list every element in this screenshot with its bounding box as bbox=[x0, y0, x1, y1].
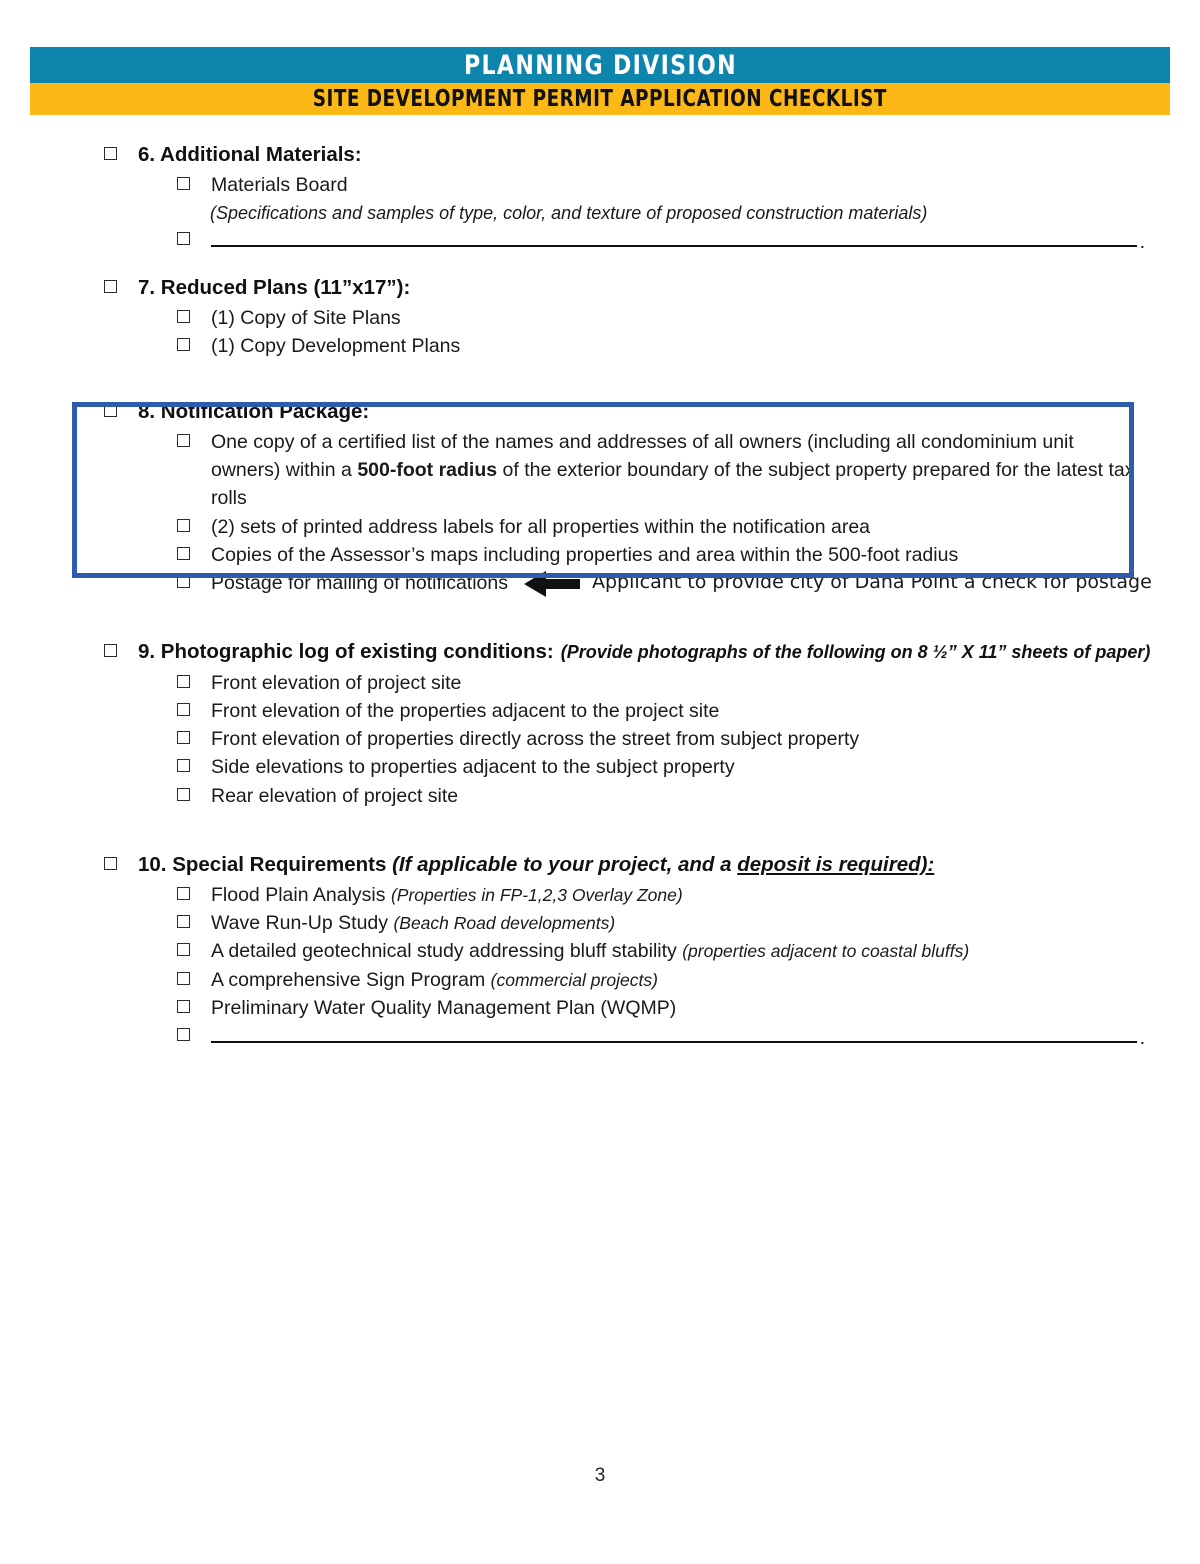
section-8-annotation: Applicant to provide city of Dana Point a check for postage bbox=[592, 571, 1152, 594]
section-10-item-4-main: A comprehensive Sign Program bbox=[211, 968, 491, 991]
fill-in-blank-line[interactable] bbox=[211, 232, 1145, 254]
checkbox-icon[interactable] bbox=[177, 434, 190, 447]
section-9-item-5: Rear elevation of project site bbox=[211, 784, 459, 807]
section-9-photographic-log bbox=[0, 637, 1200, 809]
arrow-left-icon bbox=[520, 567, 584, 601]
section-10-heading bbox=[138, 850, 934, 879]
section-9-heading-main: 9. Photographic log of existing conditions: bbox=[138, 640, 554, 664]
checkbox-icon[interactable] bbox=[177, 759, 190, 772]
spacer bbox=[0, 247, 1200, 273]
checkbox-icon[interactable] bbox=[177, 177, 190, 190]
spacer bbox=[0, 387, 1200, 397]
section-10-item-2-note: (Beach Road developments) bbox=[393, 913, 616, 934]
checkbox-icon[interactable] bbox=[104, 644, 117, 657]
section-7-item-1: (1) Copy of Site Plans bbox=[211, 307, 401, 330]
section-10-heading-underline: deposit is required): bbox=[737, 852, 935, 876]
checkbox-icon[interactable] bbox=[177, 310, 190, 323]
list-item[interactable] bbox=[0, 304, 1200, 332]
list-item[interactable] bbox=[0, 994, 1200, 1022]
section-7-item-2: (1) Copy Development Plans bbox=[211, 335, 461, 358]
section-10-heading-note: (If applicable to your project, and a bbox=[392, 852, 738, 876]
list-item[interactable] bbox=[0, 569, 1200, 597]
section-10-item-3-main: A detailed geotechnical study addressing bluff stability bbox=[211, 940, 683, 963]
section-10-special-requirements bbox=[0, 850, 1200, 1050]
section-8-heading: 8. Notification Package: bbox=[138, 399, 370, 423]
checkbox-icon[interactable] bbox=[177, 338, 190, 351]
checkbox-icon[interactable] bbox=[177, 547, 190, 560]
blank-rule bbox=[211, 1040, 1137, 1043]
list-item[interactable] bbox=[0, 881, 1200, 909]
checkbox-icon[interactable] bbox=[177, 519, 190, 532]
section-8-item-1-emphasis: 500-foot radius bbox=[357, 459, 498, 482]
section-6-heading-row[interactable] bbox=[0, 140, 1200, 169]
section-8-item-2: (2) sets of printed address labels for all properties within the notification area bbox=[211, 515, 871, 538]
section-10-blank-trailing: . bbox=[1139, 1028, 1145, 1050]
checkbox-icon[interactable] bbox=[104, 280, 117, 293]
list-item[interactable] bbox=[0, 725, 1200, 753]
header-yellow-banner bbox=[30, 83, 1170, 115]
list-item[interactable] bbox=[0, 541, 1200, 569]
section-9-item-3: Front elevation of properties directly across the street from subject property bbox=[211, 728, 860, 751]
section-10-item-1-main: Flood Plain Analysis bbox=[211, 883, 391, 906]
spacer bbox=[0, 597, 1200, 623]
section-10-item-2-main: Wave Run-Up Study bbox=[211, 912, 394, 935]
document-header bbox=[30, 47, 1170, 115]
list-item[interactable] bbox=[0, 513, 1200, 541]
list-item[interactable] bbox=[0, 782, 1200, 810]
checkbox-icon[interactable] bbox=[177, 788, 190, 801]
section-10-heading-main: 10. Special Requirements bbox=[138, 852, 393, 876]
list-item[interactable] bbox=[0, 669, 1200, 697]
checkbox-icon[interactable] bbox=[177, 575, 190, 588]
checkbox-icon[interactable] bbox=[177, 1028, 190, 1041]
checkbox-icon[interactable] bbox=[177, 675, 190, 688]
page-title: PLANNING DIVISION bbox=[463, 49, 737, 81]
section-10-item-5: Preliminary Water Quality Management Plan (WQMP) bbox=[211, 997, 677, 1020]
checkbox-icon[interactable] bbox=[177, 972, 190, 985]
section-9-item-1: Front elevation of project site bbox=[211, 671, 462, 694]
checkbox-icon[interactable] bbox=[177, 887, 190, 900]
list-item[interactable] bbox=[0, 428, 1200, 513]
document-body bbox=[0, 140, 1200, 1050]
section-9-heading bbox=[138, 637, 1150, 666]
section-7-heading: 7. Reduced Plans (11”x17”): bbox=[138, 276, 411, 300]
section-9-item-2: Front elevation of the properties adjacent to the project site bbox=[211, 699, 720, 722]
blank-rule bbox=[211, 244, 1137, 247]
header-blue-banner bbox=[30, 47, 1170, 83]
section-10-item-3 bbox=[211, 937, 969, 965]
section-6-item-1: Materials Board bbox=[211, 174, 348, 197]
fill-in-blank-line[interactable] bbox=[211, 1028, 1145, 1050]
section-10-item-4-note: (commercial projects) bbox=[490, 969, 658, 990]
section-6-additional-materials bbox=[0, 140, 1200, 254]
section-6-blank-trailing: . bbox=[1139, 232, 1145, 254]
section-10-item-3-note: (properties adjacent to coastal bluffs) bbox=[682, 941, 970, 962]
checkbox-icon[interactable] bbox=[177, 1000, 190, 1013]
checkbox-icon[interactable] bbox=[177, 703, 190, 716]
section-7-heading-row[interactable] bbox=[0, 273, 1200, 302]
section-6-note-1: (Specifications and samples of type, color, and texture of proposed construction materials) bbox=[210, 203, 928, 224]
spacer bbox=[0, 810, 1200, 836]
section-8-item-1 bbox=[211, 428, 1145, 513]
section-6-heading: 6. Additional Materials: bbox=[138, 143, 362, 166]
section-7-reduced-plans bbox=[0, 273, 1200, 361]
page-number: 3 bbox=[594, 1465, 606, 1486]
list-item[interactable] bbox=[0, 909, 1200, 937]
section-9-heading-row[interactable] bbox=[0, 637, 1200, 666]
section-8-item-1-part-a: One copy of a certified list of the names and addresses of all owners (including all condominium unit owners) within a bbox=[211, 430, 1074, 482]
section-10-item-2 bbox=[211, 909, 615, 937]
list-item[interactable] bbox=[0, 937, 1200, 965]
checkbox-icon[interactable] bbox=[104, 404, 117, 417]
list-item-blank[interactable] bbox=[0, 226, 1200, 254]
spacer bbox=[0, 361, 1200, 387]
checkbox-icon[interactable] bbox=[177, 915, 190, 928]
list-item[interactable] bbox=[0, 332, 1200, 360]
list-item[interactable] bbox=[0, 966, 1200, 994]
page-subtitle: SITE DEVELOPMENT PERMIT APPLICATION CHECKLIST bbox=[312, 86, 888, 112]
section-8-item-4: Postage for mailing of notifications bbox=[211, 572, 508, 595]
section-8-item-3: Copies of the Assessor’s maps including properties and area within the 500-foot radius bbox=[211, 543, 959, 566]
section-9-heading-note: (Provide photographs of the following on 8 ½” X 11” sheets of paper) bbox=[560, 642, 1151, 663]
checkbox-icon[interactable] bbox=[177, 232, 190, 245]
checkbox-icon[interactable] bbox=[177, 731, 190, 744]
list-item[interactable] bbox=[0, 697, 1200, 725]
section-10-heading-row[interactable] bbox=[0, 850, 1200, 879]
section-9-item-4: Side elevations to properties adjacent to the subject property bbox=[211, 756, 735, 779]
section-10-item-1 bbox=[211, 881, 683, 909]
checkbox-icon[interactable] bbox=[104, 857, 117, 870]
section-8-notification-package bbox=[0, 397, 1200, 598]
list-item-blank[interactable] bbox=[0, 1022, 1200, 1050]
list-item[interactable] bbox=[0, 171, 1200, 199]
checkbox-icon[interactable] bbox=[177, 943, 190, 956]
section-10-item-1-note: (Properties in FP-1,2,3 Overlay Zone) bbox=[390, 884, 683, 905]
section-8-heading-row[interactable] bbox=[0, 397, 1200, 426]
section-8-item-1-part-b: of the exterior boundary of the subject property prepared for the latest tax rolls bbox=[211, 459, 1135, 510]
spacer bbox=[0, 623, 1200, 637]
checkbox-icon[interactable] bbox=[104, 147, 117, 160]
section-10-item-4 bbox=[211, 966, 658, 994]
list-item[interactable] bbox=[0, 753, 1200, 781]
spacer bbox=[0, 836, 1200, 850]
